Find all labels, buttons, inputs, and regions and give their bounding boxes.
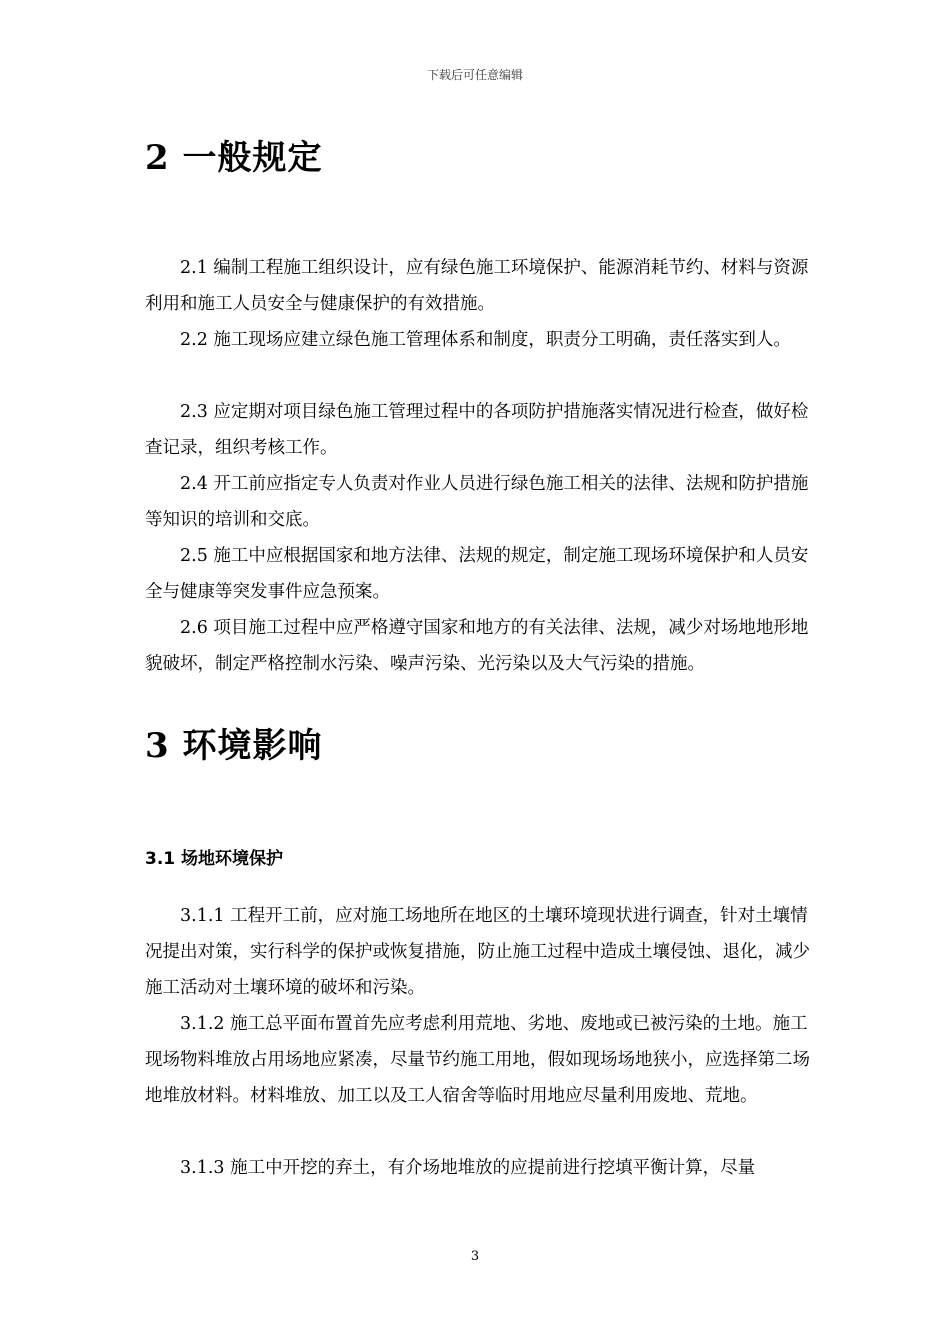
- paragraph-2-5: 2.5 施工中应根据国家和地方法律、法规的规定，制定施工现场环境保护和人员安全与健康等突发事件应急预案。: [145, 546, 809, 602]
- paragraph-3-1-1: 3.1.1 工程开工前，应对施工场地所在地区的土壤环境现状进行调查，针对土壤情况提出对策，实行科学的保护或恢复措施，防止施工过程中造成土壤侵蚀、退化，减少施工活动对土壤环境的破坏和污染。: [145, 906, 810, 998]
- paragraph-3-1-3: 3.1.3 施工中开挖的弃土，有介场地堆放的应提前进行挖填平衡计算，尽量: [180, 1158, 756, 1178]
- paragraph-2-2: 2.2 施工现场应建立绿色施工管理体系和制度，职责分工明确，责任落实到人。: [180, 330, 791, 350]
- page-header: 下载后可任意编辑: [426, 68, 523, 82]
- paragraph-2-1: 2.1 编制工程施工组织设计，应有绿色施工环境保护、能源消耗节约、材料与资源利用和施工人员安全与健康保护的有效措施。: [145, 258, 809, 314]
- chapter-title-3: 3 环境影响: [145, 726, 323, 766]
- chapter-title-2: 2 一般规定: [145, 138, 323, 178]
- paragraph-2-6: 2.6 项目施工过程中应严格遵守国家和地方的有关法律、法规，减少对场地地形地貌破坏，制定严格控制水污染、噪声污染、光污染以及大气污染的措施。: [145, 618, 809, 674]
- page-number: 3: [470, 1249, 480, 1264]
- paragraph-2-3: 2.3 应定期对项目绿色施工管理过程中的各项防护措施落实情况进行检查，做好检查记录，组织考核工作。: [145, 402, 809, 458]
- section-title-3-1: 3.1 场地环境保护: [145, 849, 284, 869]
- paragraph-2-4: 2.4 开工前应指定专人负责对作业人员进行绿色施工相关的法律、法规和防护措施等知识的培训和交底。: [145, 474, 809, 530]
- paragraph-3-1-2: 3.1.2 施工总平面布置首先应考虑利用荒地、劣地、废地或已被污染的土地。施工现场物料堆放占用场地应紧凑，尽量节约施工用地，假如现场场地狭小，应选择第二场地堆放材料。材料堆放、加工以及工人宿舍等临时用地应尽量利用废地、荒地。: [145, 1014, 810, 1106]
